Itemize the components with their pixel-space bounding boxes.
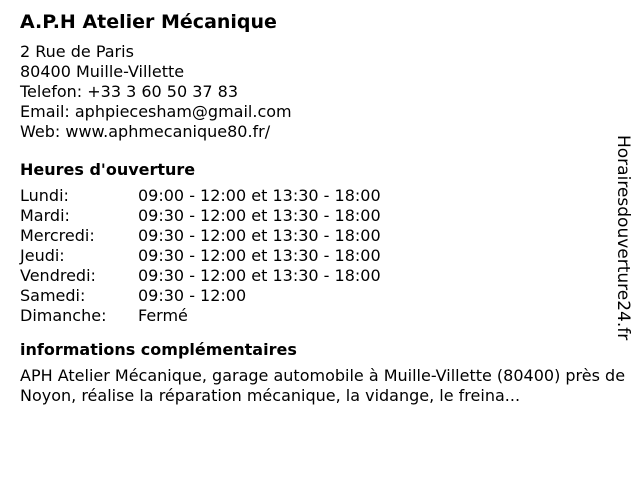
opening-hours-title: Heures d'ouverture — [20, 160, 196, 179]
day-label: Jeudi: — [20, 246, 65, 265]
site-watermark: Horairesdouverture24.fr — [613, 135, 633, 341]
hours-row — [20, 266, 620, 286]
time-value: 09:30 - 12:00 et 13:30 - 18:00 — [138, 246, 381, 265]
time-value: Fermé — [138, 306, 188, 325]
day-label: Dimanche: — [20, 306, 107, 325]
phone-line[interactable]: Telefon: +33 3 60 50 37 83 — [20, 82, 239, 101]
contact-block — [20, 42, 620, 142]
time-value: 09:30 - 12:00 — [138, 286, 247, 305]
hours-row — [20, 286, 620, 306]
day-label: Lundi: — [20, 186, 69, 205]
email-line[interactable]: Email: aphpiecesham@gmail.com — [20, 102, 292, 121]
opening-hours-section — [20, 160, 620, 326]
additional-info-text: APH Atelier Mécanique, garage automobile à Muille-Villette (80400) près de Noyon, réalise la réparation mécanique, la vidange, le freina... — [20, 366, 626, 405]
address-street: 2 Rue de Paris — [20, 42, 134, 61]
business-name: A.P.H Atelier Mécanique — [20, 11, 277, 33]
time-value: 09:30 - 12:00 et 13:30 - 18:00 — [138, 206, 381, 225]
address-city: 80400 Muille-Villette — [20, 62, 185, 81]
time-value: 09:30 - 12:00 et 13:30 - 18:00 — [138, 266, 381, 285]
day-label: Vendredi: — [20, 266, 96, 285]
day-label: Samedi: — [20, 286, 86, 305]
hours-row — [20, 186, 620, 206]
hours-row — [20, 226, 620, 246]
time-value: 09:30 - 12:00 et 13:30 - 18:00 — [138, 226, 381, 245]
time-value: 09:00 - 12:00 et 13:30 - 18:00 — [138, 186, 381, 205]
hours-row — [20, 206, 620, 226]
additional-info-title: informations complémentaires — [20, 340, 297, 359]
hours-row — [20, 306, 620, 326]
day-label: Mercredi: — [20, 226, 95, 245]
day-label: Mardi: — [20, 206, 70, 225]
additional-info-section — [20, 340, 626, 406]
hours-row — [20, 246, 620, 266]
web-line[interactable]: Web: www.aphmecanique80.fr/ — [20, 122, 271, 141]
